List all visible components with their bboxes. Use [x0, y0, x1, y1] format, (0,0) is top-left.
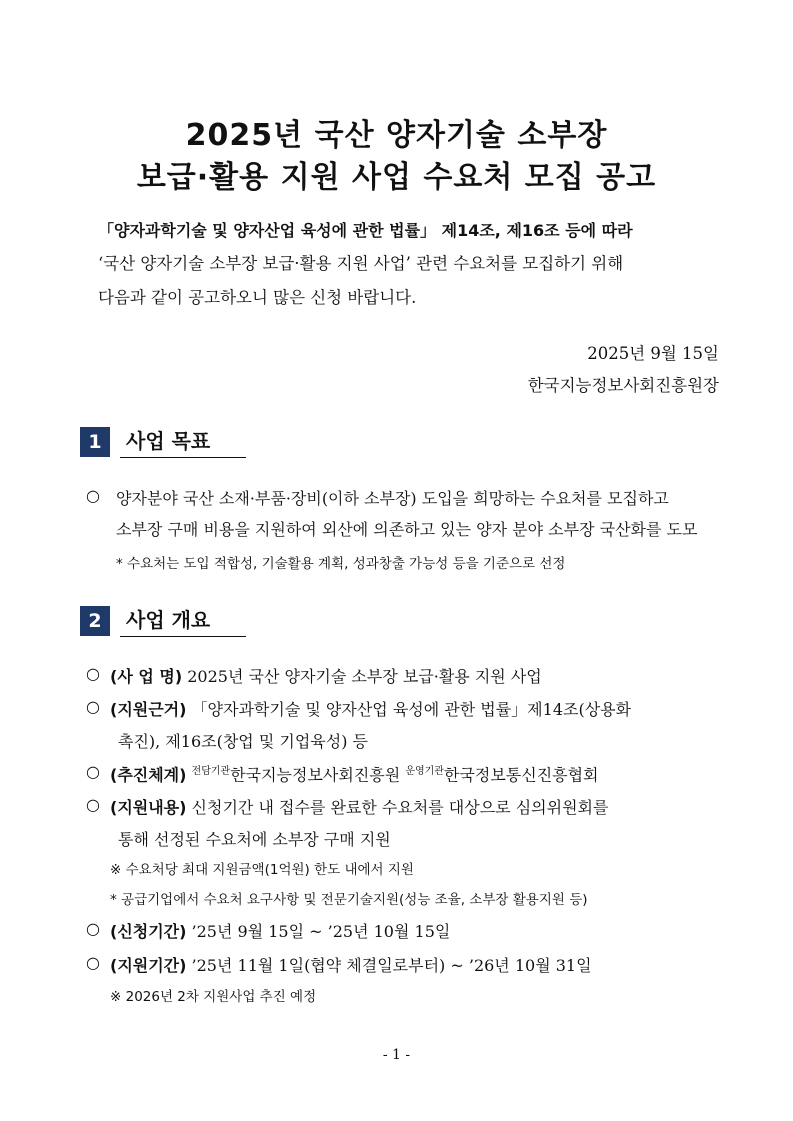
goal-line2: 소부장 구매 비용을 지원하여 외산에 의존하고 있는 양자 분야 소부장 국산화를 도모 — [116, 520, 698, 539]
item-value: 「양자과학기술 및 양자산업 육성에 관한 법률」제14조(상용화 — [186, 700, 632, 719]
page-number: - 1 - — [382, 1047, 411, 1063]
intro-line1: 「양자과학기술 및 양자산업 육성에 관한 법률」 제14조, 제16조 등에 따라 — [98, 221, 633, 240]
document-title-line2: 보급·활용 지원 사업 수요처 모집 공고 — [136, 160, 657, 195]
org-name: 한국정보통신진흥협회 — [443, 765, 599, 785]
overview-apply-period — [110, 919, 450, 942]
issuer-name: 한국지능정보사회진흥원장 — [527, 376, 719, 395]
item-label: (지원근거) — [110, 700, 187, 719]
role-superscript: 운영기관 — [405, 766, 444, 777]
overview-name — [110, 664, 542, 687]
item-value: ’25년 11월 1일(협약 체결일로부터) ~ ’26년 10월 31일 — [186, 956, 592, 975]
section-title: 사업 목표 — [120, 427, 246, 458]
support-note-2: * 공급기업에서 수요처 요구사항 및 전문기술지원(성능 조율, 소부장 활용지원 등) — [110, 892, 588, 908]
item-label: (지원내용) — [110, 798, 187, 817]
section-number-badge: 2 — [80, 606, 110, 636]
bullet-circle: ○ — [86, 697, 100, 716]
announcement-date: 2025년 9월 15일 — [587, 344, 719, 363]
overview-system — [110, 762, 599, 785]
section-title: 사업 개요 — [120, 606, 246, 637]
document-title-line1: 2025년 국산 양자기술 소부장 — [185, 118, 608, 153]
overview-support-cont: 통해 선정된 수요처에 소부장 구매 지원 — [118, 830, 391, 849]
bullet-circle: ○ — [86, 953, 100, 972]
item-label: (사 업 명) — [110, 667, 183, 686]
bullet-circle: ○ — [86, 664, 100, 683]
section-number-badge: 1 — [80, 427, 110, 457]
item-value: 2025년 국산 양자기술 소부장 보급·활용 지원 사업 — [182, 667, 542, 686]
goal-note: * 수요처는 도입 적합성, 기술활용 계획, 성과창출 가능성 등을 기준으로 선정 — [116, 556, 566, 572]
org-name: 한국지능정보사회진흥원 — [230, 765, 401, 785]
item-label: (추진체계) — [110, 765, 187, 785]
overview-basis-cont: 촉진), 제16조(창업 및 기업육성) 등 — [118, 732, 368, 751]
overview-support — [110, 795, 608, 818]
item-label: (신청기간) — [110, 922, 187, 941]
item-label: (지원기간) — [110, 956, 187, 975]
goal-line1: 양자분야 국산 소재·부품·장비(이하 소부장) 도입을 희망하는 수요처를 모집하고 — [116, 489, 669, 508]
intro-line3: 다음과 같이 공고하오니 많은 신청 바랍니다. — [98, 288, 417, 307]
overview-support-period — [110, 953, 592, 976]
overview-basis — [110, 697, 631, 720]
bullet-circle: ○ — [86, 919, 100, 938]
role-superscript: 전담기관 — [191, 766, 231, 777]
bullet-circle: ○ — [86, 762, 100, 781]
intro-line2: ‘국산 양자기술 소부장 보급·활용 지원 사업’ 관련 수요처를 모집하기 위해 — [98, 254, 624, 273]
support-note-1: ※ 수요처당 최대 지원금액(1억원) 한도 내에서 지원 — [110, 862, 414, 878]
bullet-circle: ○ — [86, 486, 100, 505]
item-value: ’25년 9월 15일 ~ ’25년 10월 15일 — [186, 922, 451, 941]
period-note: ※ 2026년 2차 지원사업 추진 예정 — [110, 989, 317, 1005]
item-value: 신청기간 내 접수를 완료한 수요처를 대상으로 심의위원회를 — [186, 798, 609, 817]
bullet-circle: ○ — [86, 795, 100, 814]
